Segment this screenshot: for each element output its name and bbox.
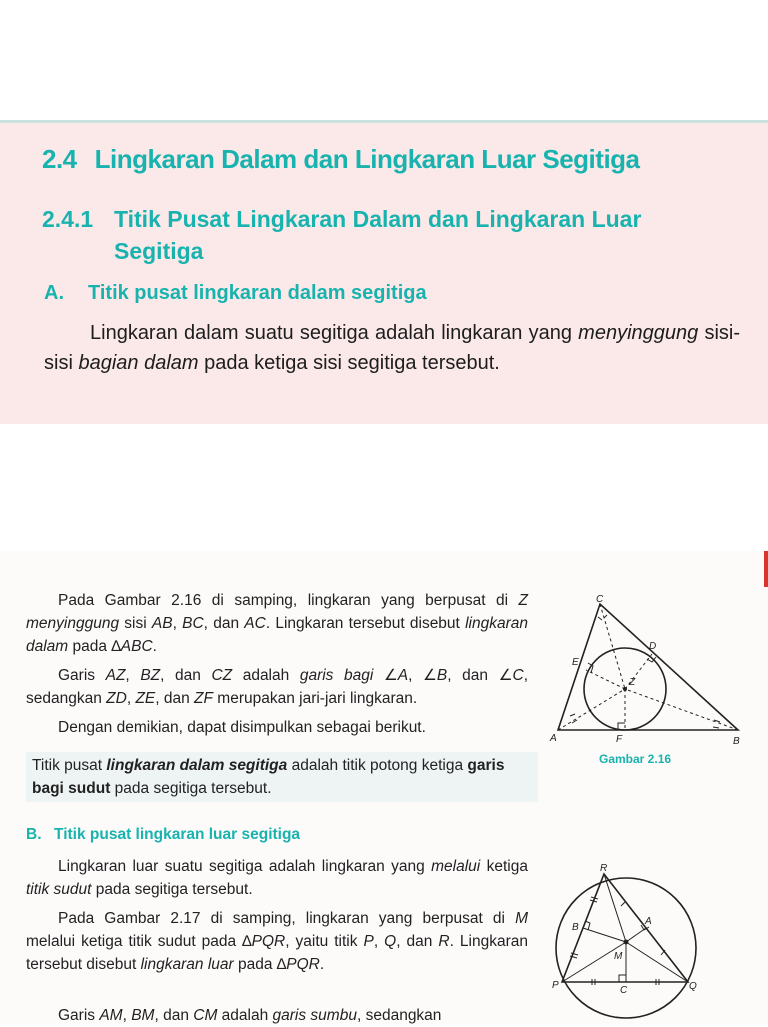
t: BZ [140, 667, 161, 684]
t: C [512, 667, 524, 684]
center-m-point [624, 940, 629, 945]
t: ZF [194, 690, 213, 707]
t: adalah titik potong ketiga [287, 757, 468, 774]
segment-rm [604, 874, 626, 942]
angle-mark-c2 [604, 615, 607, 618]
t: sisi [119, 615, 152, 632]
t: AC [244, 615, 266, 632]
triangle-abc [558, 604, 738, 730]
t: Z menyinggung [26, 592, 528, 632]
section-number: 2.4 [42, 144, 77, 174]
subsection-number: 2.4.1 [42, 206, 94, 232]
subsection-title-line2: Segitiga [114, 238, 204, 264]
t: adalah [232, 667, 300, 684]
part-b-title: Titik pusat lingkaran luar segitiga [54, 826, 301, 843]
t: lingkaran dalam segitiga [106, 757, 288, 774]
t: . [152, 638, 157, 655]
t: AM [99, 1007, 123, 1024]
t: Pada Gambar 2.16 di samping, lingkaran yang berpusat di [58, 592, 519, 609]
t: , [373, 933, 385, 950]
def-text-3: pada ketiga sisi segitiga tersebut. [198, 352, 500, 374]
part-a-title: Titik pusat lingkaran dalam segitiga [88, 282, 427, 304]
label-e: E [572, 657, 579, 668]
part-b-heading [26, 826, 300, 844]
label-f: F [616, 734, 623, 745]
t: garis bagi sudut [32, 757, 505, 797]
t: garis bagi [299, 667, 374, 684]
t: PQR [286, 956, 320, 973]
part-a-number: A. [44, 282, 64, 304]
t: , dan [396, 933, 439, 950]
t: . [319, 956, 325, 973]
t: PQR [251, 933, 286, 950]
segment-pm [562, 942, 626, 982]
t: Pada Gambar 2.17 di samping, lingkaran yang berpusat di [58, 910, 516, 927]
t: Garis [58, 667, 106, 684]
t: R [438, 933, 450, 950]
label-z: Z [629, 677, 636, 688]
t: Lingkaran luar suatu segitiga adalah lingkaran yang [58, 858, 432, 875]
t: , dan [154, 1007, 194, 1024]
t: . Lingkaran tersebut disebut [265, 615, 466, 632]
label-c2: C [620, 985, 628, 996]
perpendicular-bm [583, 928, 626, 942]
t: , ∠ [408, 667, 437, 684]
t: , [172, 615, 183, 632]
part-b-number: B. [26, 826, 42, 843]
figure-2-16-incircle [548, 592, 748, 748]
t: titik sudut [26, 881, 92, 898]
right-angle-c [619, 975, 626, 982]
t: pada segitiga tersebut. [91, 881, 253, 898]
t: , sedangkan [26, 667, 528, 707]
label-d: D [649, 641, 657, 652]
t: CM [193, 1007, 218, 1024]
t: ABC [120, 638, 153, 655]
t: , yaitu titik [285, 933, 364, 950]
t: , [122, 1007, 132, 1024]
t: P [363, 933, 374, 950]
t: A [397, 667, 409, 684]
radius-ze [586, 670, 625, 689]
label-a: A [550, 733, 557, 744]
t: , dan [155, 690, 195, 707]
t: pada segitiga tersebut. [110, 780, 272, 797]
t: M [515, 910, 528, 927]
t: pada ∆ [68, 638, 121, 655]
perpendicular-am [626, 928, 646, 942]
t: ∠ [373, 667, 398, 684]
section-title: Lingkaran Dalam dan Lingkaran Luar Segitiga [94, 144, 640, 174]
tick-ra [621, 902, 625, 906]
t: lingkaran dalam [26, 615, 528, 655]
triangle-pqr [562, 874, 688, 982]
t: Q [384, 933, 397, 950]
angle-mark-a2 [570, 714, 575, 716]
circumcircle-paragraph-1 [26, 855, 528, 901]
t: adalah [217, 1007, 273, 1024]
t: garis sumbu [272, 1007, 357, 1024]
figure-2-16-caption: Gambar 2.16 [599, 752, 672, 766]
incircle-definition [44, 318, 740, 378]
figure-2-17-circumcircle [548, 858, 708, 1024]
incircle-paragraph-3 [26, 716, 528, 739]
t: . Lingkaran tersebut disebut [26, 933, 528, 973]
bisector-cz [600, 604, 625, 689]
incircle-conclusion-box [26, 752, 538, 802]
t: BC [182, 615, 204, 632]
page-edge-mark [764, 551, 768, 587]
angle-mark-c1 [598, 617, 602, 620]
center-z-point [623, 687, 627, 691]
incircle-paragraph-1 [26, 589, 528, 658]
t: ketiga [480, 858, 528, 875]
t: , dan [203, 615, 245, 632]
t: , [126, 690, 136, 707]
t: ZE [135, 690, 156, 707]
incircle-paragraph-2 [26, 664, 528, 710]
subsection-title-line1: Titik Pusat Lingkaran Dalam dan Lingkaran Luar [114, 206, 642, 232]
t: BM [131, 1007, 155, 1024]
t: Dengan demikian, dapat disimpulkan sebagai berikut. [58, 719, 426, 736]
section-heading [42, 144, 640, 175]
t: lingkaran luar [140, 956, 234, 973]
circumcircle-paragraph-2 [26, 907, 528, 976]
t: pada ∆ [233, 956, 287, 973]
t: , dan [160, 667, 212, 684]
label-r: R [600, 863, 608, 874]
segment-qm [626, 942, 688, 982]
part-a-heading [44, 282, 427, 305]
label-a2: A [645, 916, 652, 927]
bisector-bz [625, 689, 738, 730]
label-q: Q [689, 981, 697, 992]
t: Titik pusat [32, 757, 107, 774]
t: melalui [431, 858, 481, 875]
label-m: M [614, 951, 623, 962]
t: B [436, 667, 448, 684]
t: melalui ketiga titik sudut pada ∆ [26, 933, 252, 950]
def-text-1: Lingkaran dalam suatu segitiga adalah lingkaran yang [90, 322, 572, 344]
subsection-heading [42, 203, 641, 267]
angle-mark-b2 [713, 727, 719, 728]
t: Garis [58, 1007, 100, 1024]
t: CZ [211, 667, 233, 684]
bisector-az [558, 689, 625, 730]
top-divider [0, 120, 768, 123]
def-em-2: bagian dalam [78, 352, 199, 374]
def-em-1: menyinggung [578, 322, 699, 344]
label-p: P [552, 980, 559, 991]
def-text-2: sisi-sisi [44, 322, 740, 374]
t: ZD [106, 690, 127, 707]
label-b: B [733, 736, 740, 747]
label-c: C [596, 594, 604, 605]
t: AZ [105, 667, 126, 684]
label-b2: B [572, 922, 579, 933]
t: , sedangkan [356, 1007, 442, 1024]
t: , dan ∠ [447, 667, 513, 684]
t: AB [151, 615, 173, 632]
t: , [125, 667, 141, 684]
t: merupakan jari-jari lingkaran. [212, 690, 418, 707]
